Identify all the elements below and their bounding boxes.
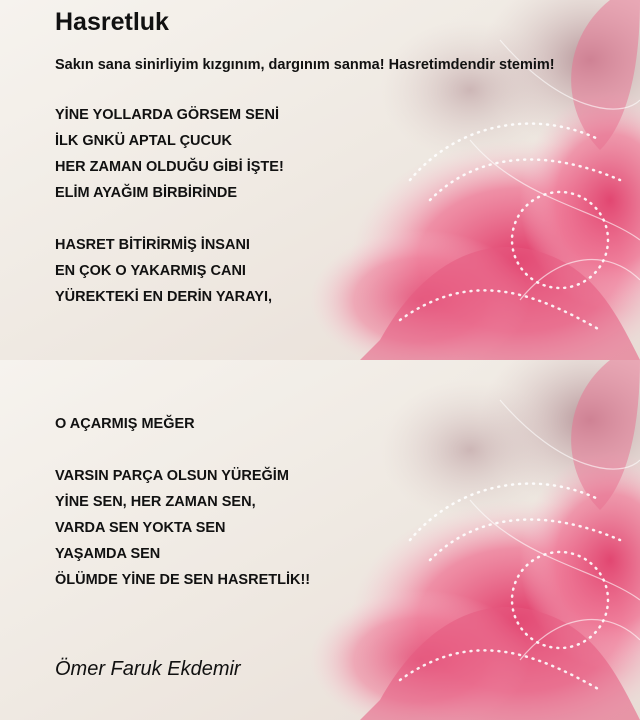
poem-title: Hasretluk: [55, 8, 169, 36]
poem-line: HER ZAMAN OLDUĞU GİBİ İŞTE!: [55, 159, 284, 175]
poem-line: YAŞAMDA SEN: [55, 546, 161, 562]
poem-line: HASRET BİTİRİRMİŞ İNSANI: [55, 237, 250, 253]
poem-line: YİNE YOLLARDA GÖRSEM SENİ: [55, 107, 279, 123]
poem-line: İLK GNKÜ APTAL ÇUCUK: [55, 133, 232, 149]
poem-line: EN ÇOK O YAKARMIŞ CANI: [55, 263, 246, 279]
poem-intro: Sakın sana sinirliyim kızgınım, dargınım sanma! Hasretimdendir stemim!: [55, 57, 555, 73]
poem-line: ELİM AYAĞIM BİRBİRİNDE: [55, 185, 238, 201]
poem-line: VARDA SEN YOKTA SEN: [55, 520, 226, 536]
poem-author: Ömer Faruk Ekdemir: [55, 658, 241, 680]
poem-line: YÜREKTEKİ EN DERİN YARAYI,: [55, 289, 273, 305]
poem-panel-bottom: [0, 360, 640, 720]
poem-line: VARSIN PARÇA OLSUN YÜREĞİM: [55, 468, 289, 484]
poem-line: ÖLÜMDE YİNE DE SEN HASRETLİK!!: [55, 572, 311, 588]
poem-line: O AÇARMIŞ MEĞER: [55, 416, 195, 432]
poem-line: YİNE SEN, HER ZAMAN SEN,: [55, 494, 256, 510]
